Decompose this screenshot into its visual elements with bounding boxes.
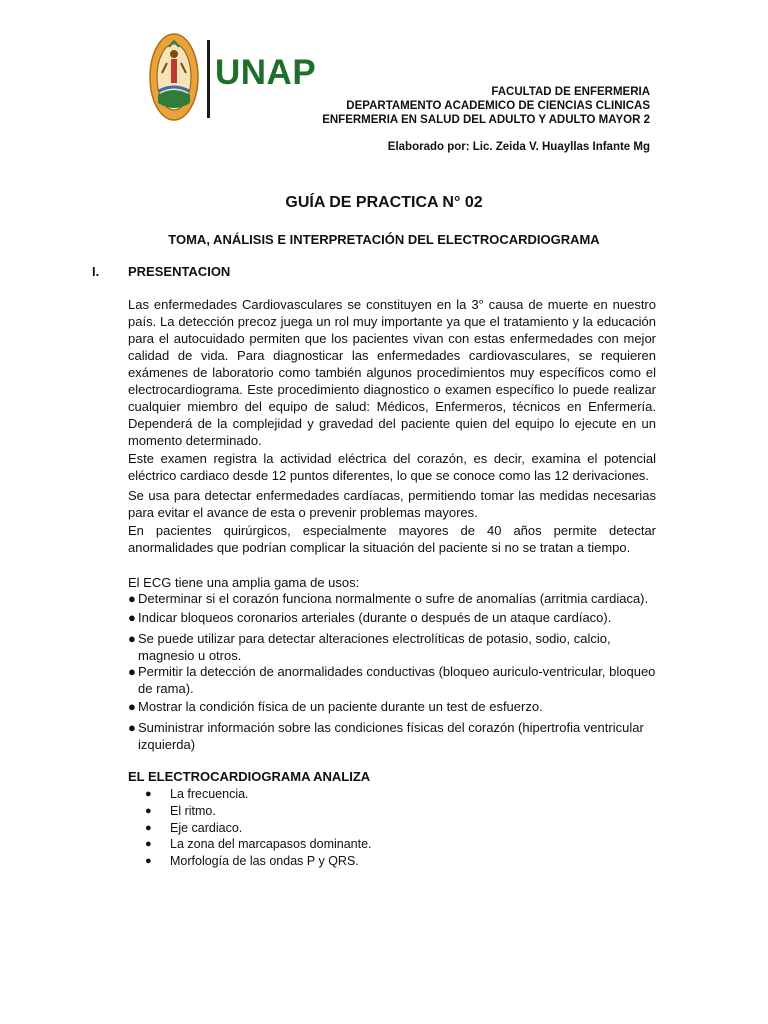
university-seal-logo <box>149 33 199 121</box>
bullet-icon: ● <box>128 610 136 625</box>
paragraph: Este examen registra la actividad eléctrica del corazón, es decir, examina el potencial eléctrico cardiaco desde 12 puntos diferentes, lo que se conoce como las 12 derivaciones. <box>128 451 656 483</box>
bullet-icon: ● <box>128 591 136 606</box>
list-item-text: Mostrar la condición física de un paciente durante un test de esfuerzo. <box>138 699 543 714</box>
paragraph: Se usa para detectar enfermedades cardíacas, permitiendo tomar las medidas necesarias para evitar el avance de esta o prevenir problemas mayores. <box>128 488 656 520</box>
bullet-icon: ● <box>145 855 152 867</box>
document-title: GUÍA DE PRACTICA N° 02 <box>285 194 483 211</box>
list-item-text: Suministrar información sobre las condiciones físicas del corazón (hipertrofia ventricular izquierda) <box>138 720 644 752</box>
bullet-icon: ● <box>128 664 136 679</box>
section-title: PRESENTACION <box>128 264 231 279</box>
author-line: Elaborado por: Lic. Zeida V. Huayllas Infante Mg <box>387 141 650 153</box>
uses-intro: El ECG tiene una amplia gama de usos: <box>128 575 360 590</box>
paragraph: En pacientes quirúrgicos, especialmente mayores de 40 años permite detectar anormalidades que podrían complicar la situación del paciente si no se tratan a tiempo. <box>128 523 656 555</box>
bullet-icon: ● <box>145 838 152 850</box>
bullet-icon: ● <box>145 788 152 800</box>
bullet-icon: ● <box>128 631 136 646</box>
list-item-text: Morfología de las ondas P y QRS. <box>170 854 359 868</box>
faculty-name: FACULTAD DE ENFERMERIA <box>491 86 650 98</box>
list-item <box>128 609 668 626</box>
list-item <box>128 719 648 753</box>
analysis-title: EL ELECTROCARDIOGRAMA ANALIZA <box>128 769 371 784</box>
list-item-text: Determinar si el corazón funciona normalmente o sufre de anomalías (arritmia cardiaca). <box>138 591 649 606</box>
bullet-icon: ● <box>145 805 152 817</box>
list-item <box>128 630 628 664</box>
department-name: DEPARTAMENTO ACADEMICO DE CIENCIAS CLINICAS <box>346 100 650 112</box>
list-item <box>128 663 663 697</box>
course-name: ENFERMERIA EN SALUD DEL ADULTO Y ADULTO MAYOR 2 <box>322 114 650 126</box>
bullet-icon: ● <box>128 699 136 714</box>
list-item <box>128 590 668 607</box>
bullet-icon: ● <box>128 720 136 735</box>
list-item <box>128 698 668 715</box>
logo-divider <box>207 40 210 118</box>
list-item-text: Permitir la detección de anormalidades conductivas (bloqueo auriculo-ventricular, bloqueo de rama). <box>138 664 656 696</box>
paragraph: Las enfermedades Cardiovasculares se constituyen en la 3° causa de muerte en nuestro país. La detección precoz juega un rol muy importante ya que el tratamiento y la educación para el autocuidado permiten que los pacientes vivan con estas enfermedades con mejor calidad de vida. Para diagnosticar las enfermedades cardiovasculares, se requieren exámenes de laboratorio como también algunos procedimientos muy específicos como el electrocardiograma. Este procedimiento diagnostico o examen específico lo puede realizar cualquier miembro del equipo de salud: Médicos, Enfermeros, técnicos en Enfermería. Dependerá de la complejidad y gravedad del paciente quien del equipo lo ejecute en un momento determinado. <box>128 297 656 448</box>
list-item-text: La frecuencia. <box>170 787 249 801</box>
bullet-icon: ● <box>145 822 152 834</box>
list-item-text: Se puede utilizar para detectar alteraciones electrolíticas de potasio, sodio, calcio, magnesio u otros. <box>138 631 611 663</box>
section-number: I. <box>92 264 100 279</box>
document-subtitle: TOMA, ANÁLISIS E INTERPRETACIÓN DEL ELECTROCARDIOGRAMA <box>168 232 600 247</box>
list-item-text: El ritmo. <box>170 804 216 818</box>
logo-text: UNAP <box>215 53 317 92</box>
list-item-text: La zona del marcapasos dominante. <box>170 837 372 851</box>
list-item-text: Eje cardiaco. <box>170 821 243 835</box>
list-item-text: Indicar bloqueos coronarios arteriales (durante o después de un ataque cardíaco). <box>138 610 612 625</box>
